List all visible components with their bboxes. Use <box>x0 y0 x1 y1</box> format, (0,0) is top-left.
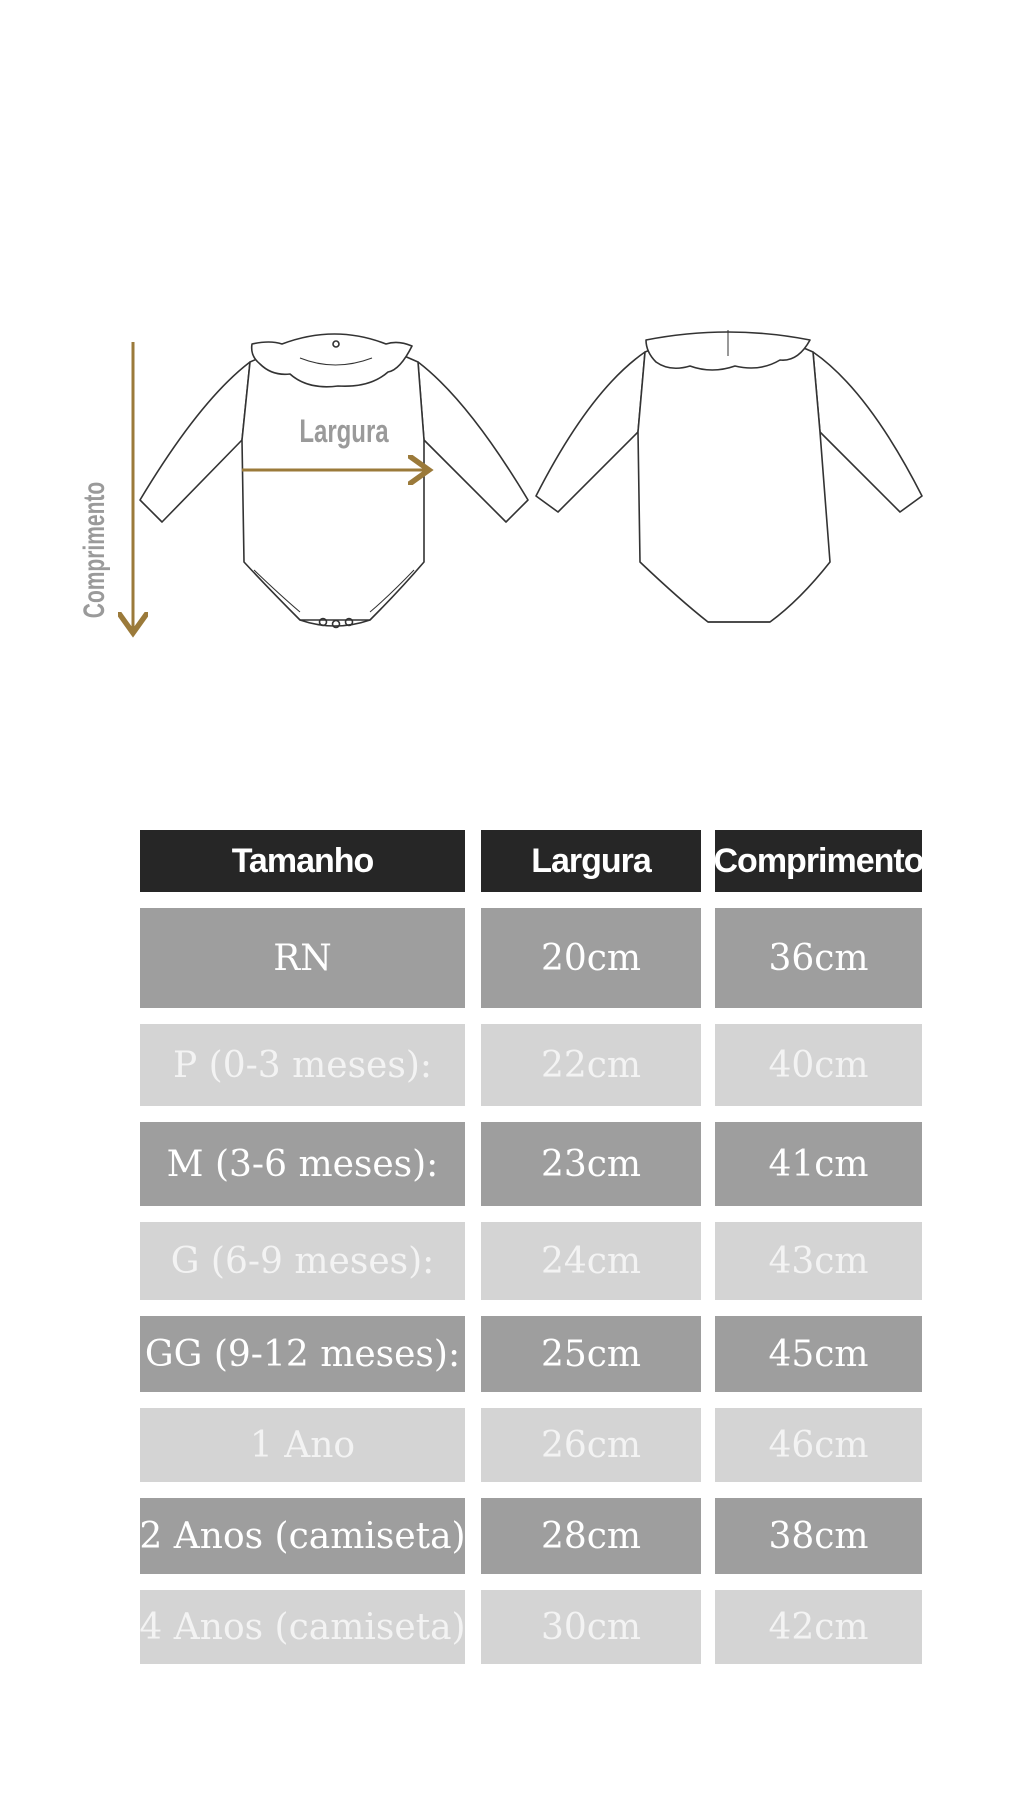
size-cell: 1 Ano <box>140 1408 465 1482</box>
length-cell: 43cm <box>715 1222 922 1300</box>
table-row <box>140 1590 922 1664</box>
width-cell: 25cm <box>481 1316 701 1392</box>
length-cell: 45cm <box>715 1316 922 1392</box>
size-cell: 4 Anos (camiseta) <box>140 1590 465 1664</box>
measurement-diagram <box>0 300 1024 660</box>
width-cell: 24cm <box>481 1222 701 1300</box>
size-cell: GG (9-12 meses): <box>140 1316 465 1392</box>
width-cell: 30cm <box>481 1590 701 1664</box>
length-cell: 42cm <box>715 1590 922 1664</box>
table-header <box>140 830 922 892</box>
table-row <box>140 1024 922 1106</box>
table-row <box>140 1222 922 1300</box>
width-cell: 22cm <box>481 1024 701 1106</box>
table-row <box>140 908 922 1008</box>
length-cell: 38cm <box>715 1498 922 1574</box>
width-cell: 20cm <box>481 908 701 1008</box>
width-label: Largura <box>299 412 389 449</box>
table-row <box>140 1498 922 1574</box>
width-cell: 28cm <box>481 1498 701 1574</box>
size-cell: RN <box>140 908 465 1008</box>
length-cell: 36cm <box>715 908 922 1008</box>
table-row <box>140 1316 922 1392</box>
length-label: Comprimento <box>78 481 111 619</box>
header-width: Largura <box>481 830 701 892</box>
header-length: Comprimento <box>715 830 922 892</box>
header-size: Tamanho <box>140 830 465 892</box>
bodysuit-front-icon <box>140 334 528 628</box>
width-cell: 26cm <box>481 1408 701 1482</box>
bodysuit-back-icon <box>536 330 922 622</box>
length-cell: 40cm <box>715 1024 922 1106</box>
table-row <box>140 1122 922 1206</box>
size-cell: M (3-6 meses): <box>140 1122 465 1206</box>
size-cell: G (6-9 meses): <box>140 1222 465 1300</box>
length-cell: 46cm <box>715 1408 922 1482</box>
length-cell: 41cm <box>715 1122 922 1206</box>
size-cell: P (0-3 meses): <box>140 1024 465 1106</box>
size-cell: 2 Anos (camiseta) <box>140 1498 465 1574</box>
table-row <box>140 1408 922 1482</box>
width-cell: 23cm <box>481 1122 701 1206</box>
